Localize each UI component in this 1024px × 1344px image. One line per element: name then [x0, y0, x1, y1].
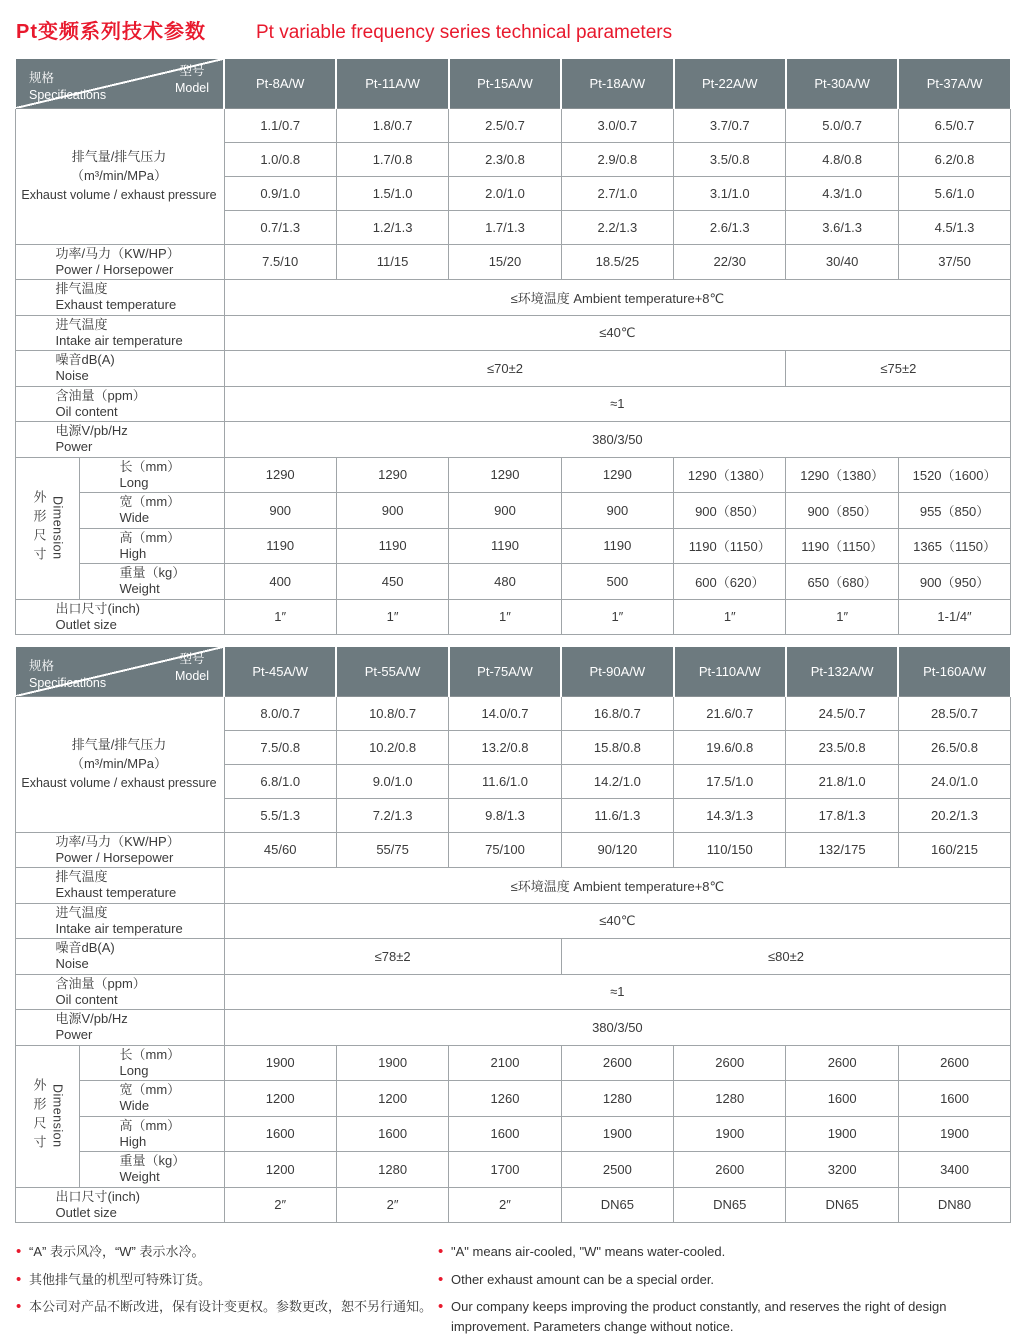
model-column-header: Pt-8A/W: [224, 58, 336, 108]
row-label-en: Power / Horsepower: [55, 849, 174, 865]
value-cell: 1″: [786, 599, 898, 635]
value-cell: 450: [336, 564, 448, 600]
value-cell: 0.9/1.0: [224, 176, 336, 210]
row-label: [15, 974, 224, 1010]
value-cell: 2600: [674, 1045, 786, 1081]
row-label-zh: 宽（mm）: [119, 494, 181, 509]
value-cell: 11.6/1.3: [561, 798, 673, 832]
merged-value-cell: 380/3/50: [224, 1010, 1011, 1046]
dimension-label-zh: 外形尺寸: [31, 1078, 47, 1154]
value-cell: 1.5/1.0: [336, 176, 448, 210]
value-cell: 2″: [224, 1187, 336, 1223]
row-label-zh: 出口尺寸(inch): [55, 1188, 141, 1204]
row-label-en: High: [119, 1133, 147, 1149]
value-cell: 900: [224, 493, 336, 529]
row-label-zh: 排气量/排气压力: [71, 149, 167, 165]
value-cell: 1″: [224, 599, 336, 635]
row-label-en: Power: [55, 1027, 93, 1043]
value-cell: 1.7/0.8: [336, 142, 448, 176]
merged-value-cell: ≈1: [224, 386, 1011, 422]
value-cell: 1190（1150）: [786, 528, 898, 564]
value-cell: 15.8/0.8: [561, 730, 673, 764]
dimension-label-en: Dimension: [50, 1084, 65, 1148]
value-cell: 2.5/0.7: [449, 108, 561, 142]
spec-table: [14, 645, 1012, 1223]
spec-table-2-container: [14, 645, 1010, 1223]
value-cell: 2″: [449, 1187, 561, 1223]
value-cell: 11/15: [336, 244, 448, 280]
value-cell: 13.2/0.8: [449, 730, 561, 764]
corner-header-cell: [15, 58, 224, 108]
model-column-header: Pt-90A/W: [561, 646, 673, 696]
row-label: [15, 903, 224, 939]
value-cell: 1900: [898, 1116, 1010, 1152]
value-cell: 3.6/1.3: [786, 210, 898, 244]
row-label-en: Wide: [119, 510, 150, 526]
value-cell: 1520（1600）: [898, 457, 1010, 493]
value-cell: 2.2/1.3: [561, 210, 673, 244]
row-label-zh: 高（mm）: [119, 529, 181, 545]
note-item: • “A” 表示风冷，“W” 表示水冷。: [16, 1242, 438, 1262]
corner-header-cell: [15, 646, 224, 696]
value-cell: 400: [224, 564, 336, 600]
corner-model-en: Model: [174, 668, 209, 683]
row-label-en: Long: [119, 474, 149, 490]
spec-table-1-container: [14, 57, 1010, 635]
row-label-en: Oil content: [55, 991, 118, 1007]
value-cell: 0.7/1.3: [224, 210, 336, 244]
value-cell: 5.6/1.0: [898, 176, 1010, 210]
model-column-header: Pt-30A/W: [786, 58, 898, 108]
merged-value-cell: 380/3/50: [224, 422, 1011, 458]
model-column-header: Pt-37A/W: [898, 58, 1010, 108]
row-label: [15, 599, 224, 635]
value-cell: 1.2/1.3: [336, 210, 448, 244]
value-cell: 2100: [449, 1045, 561, 1081]
value-cell: 1.0/0.8: [224, 142, 336, 176]
row-label-unit: （m³/min/MPa）: [70, 168, 168, 184]
value-cell: 21.6/0.7: [674, 696, 786, 730]
value-cell: 9.0/1.0: [336, 764, 448, 798]
value-cell: 23.5/0.8: [786, 730, 898, 764]
value-cell: 2.6/1.3: [674, 210, 786, 244]
value-cell: 1190: [561, 528, 673, 564]
row-label-zh: 进气温度: [55, 316, 108, 332]
row-label: [15, 1187, 224, 1223]
model-column-header: Pt-75A/W: [449, 646, 561, 696]
model-column-header: Pt-110A/W: [674, 646, 786, 696]
corner-spec-label: [29, 658, 106, 692]
value-cell: 900（850）: [786, 493, 898, 529]
row-label-zh: 排气量/排气压力: [71, 737, 167, 753]
note-item: • "A" means air-cooled, "W" means water-cooled.: [438, 1242, 998, 1262]
merged-value-cell: ≤75±2: [786, 351, 1011, 387]
value-cell: 1600: [336, 1116, 448, 1152]
row-label: [15, 422, 224, 458]
row-label-en: Intake air temperature: [55, 332, 183, 348]
merged-value-cell: ≤70±2: [224, 351, 786, 387]
row-label-zh: 排气温度: [55, 281, 108, 296]
row-label-zh: 功率/马力（KW/HP）: [55, 245, 180, 261]
value-cell: 900（950）: [898, 564, 1010, 600]
value-cell: 1290（1380）: [674, 457, 786, 493]
model-column-header: Pt-22A/W: [674, 58, 786, 108]
row-label: [79, 1152, 224, 1188]
row-label-en: Noise: [55, 956, 89, 972]
value-cell: 5.0/0.7: [786, 108, 898, 142]
value-cell: 132/175: [786, 832, 898, 868]
row-label: [15, 280, 224, 316]
value-cell: 10.8/0.7: [336, 696, 448, 730]
value-cell: 1280: [674, 1081, 786, 1117]
value-cell: 3400: [898, 1152, 1010, 1188]
row-label-en: Long: [119, 1062, 149, 1078]
value-cell: 9.8/1.3: [449, 798, 561, 832]
value-cell: 90/120: [561, 832, 673, 868]
model-column-header: Pt-18A/W: [561, 58, 673, 108]
value-cell: 14.2/1.0: [561, 764, 673, 798]
value-cell: 4.5/1.3: [898, 210, 1010, 244]
note-item: • Our company keeps improving the product constantly, and reserves the right of design improvement. Parameters change without notice.: [438, 1297, 998, 1336]
value-cell: 110/150: [674, 832, 786, 868]
value-cell: 900: [449, 493, 561, 529]
value-cell: 650（680）: [786, 564, 898, 600]
value-cell: 1190: [336, 528, 448, 564]
dimension-side-label: [15, 1045, 79, 1187]
value-cell: 19.6/0.8: [674, 730, 786, 764]
merged-value-cell: ≤80±2: [561, 939, 1011, 975]
corner-model-label: [175, 651, 209, 685]
merged-value-cell: ≤环境温度 Ambient temperature+8℃: [224, 868, 1011, 904]
value-cell: 1190（1150）: [674, 528, 786, 564]
value-cell: 2600: [786, 1045, 898, 1081]
value-cell: 1200: [224, 1152, 336, 1188]
row-label-zh: 宽（mm）: [119, 1082, 181, 1097]
value-cell: 1260: [449, 1081, 561, 1117]
value-cell: 1290: [336, 457, 448, 493]
value-cell: 1-1/4″: [898, 599, 1010, 635]
value-cell: 1600: [898, 1081, 1010, 1117]
value-cell: 75/100: [449, 832, 561, 868]
page-title: [16, 15, 1010, 44]
value-cell: 3.0/0.7: [561, 108, 673, 142]
row-label-zh: 含油量（ppm）: [55, 387, 146, 403]
row-label-zh: 出口尺寸(inch): [55, 600, 141, 616]
value-cell: DN65: [674, 1187, 786, 1223]
row-label-zh: 电源V/pb/Hz: [55, 423, 128, 438]
value-cell: 2600: [561, 1045, 673, 1081]
row-label-unit: （m³/min/MPa）: [70, 756, 168, 772]
value-cell: 900（850）: [674, 493, 786, 529]
row-label-zh: 噪音dB(A): [55, 352, 115, 367]
merged-value-cell: ≤40℃: [224, 903, 1011, 939]
row-label-zh: 噪音dB(A): [55, 940, 115, 955]
value-cell: 1290（1380）: [786, 457, 898, 493]
value-cell: 2.0/1.0: [449, 176, 561, 210]
value-cell: 955（850）: [898, 493, 1010, 529]
value-cell: 1.1/0.7: [224, 108, 336, 142]
row-label: [15, 315, 224, 351]
value-cell: 3.7/0.7: [674, 108, 786, 142]
value-cell: 1″: [336, 599, 448, 635]
note-item: • Other exhaust amount can be a special order.: [438, 1270, 998, 1290]
row-label-en: Oil content: [55, 403, 118, 419]
value-cell: 11.6/1.0: [449, 764, 561, 798]
row-label-en: Noise: [55, 368, 89, 384]
value-cell: 900: [336, 493, 448, 529]
row-label-en: Outlet size: [55, 1204, 117, 1220]
value-cell: 4.3/1.0: [786, 176, 898, 210]
value-cell: 1290: [224, 457, 336, 493]
value-cell: 1900: [224, 1045, 336, 1081]
value-cell: 24.5/0.7: [786, 696, 898, 730]
value-cell: 22/30: [674, 244, 786, 280]
row-label-en: High: [119, 545, 147, 561]
value-cell: 6.2/0.8: [898, 142, 1010, 176]
merged-value-cell: ≈1: [224, 974, 1011, 1010]
value-cell: 1.8/0.7: [336, 108, 448, 142]
row-label: [79, 457, 224, 493]
merged-value-cell: ≤40℃: [224, 315, 1011, 351]
row-label: [15, 868, 224, 904]
merged-value-cell: ≤环境温度 Ambient temperature+8℃: [224, 280, 1011, 316]
row-label-en: Wide: [119, 1098, 150, 1114]
value-cell: 14.0/0.7: [449, 696, 561, 730]
value-cell: 1200: [224, 1081, 336, 1117]
value-cell: 600（620）: [674, 564, 786, 600]
corner-spec-label: [29, 70, 106, 104]
corner-spec-en: Specifications: [29, 675, 107, 690]
value-cell: 1280: [561, 1081, 673, 1117]
value-cell: 1200: [336, 1081, 448, 1117]
row-label: [15, 244, 224, 280]
value-cell: 45/60: [224, 832, 336, 868]
model-column-header: Pt-45A/W: [224, 646, 336, 696]
value-cell: 14.3/1.3: [674, 798, 786, 832]
value-cell: 7.5/10: [224, 244, 336, 280]
title-english: Pt variable frequency series technical parameters: [256, 22, 673, 43]
value-cell: 160/215: [898, 832, 1010, 868]
model-column-header: Pt-11A/W: [336, 58, 448, 108]
corner-spec-zh: 规格: [29, 658, 55, 673]
title-chinese: Pt变频系列技术参数: [16, 21, 206, 43]
corner-spec-zh: 规格: [29, 70, 55, 85]
value-cell: 6.5/0.7: [898, 108, 1010, 142]
dimension-label-zh: 外形尺寸: [31, 490, 47, 566]
value-cell: 480: [449, 564, 561, 600]
value-cell: 2.9/0.8: [561, 142, 673, 176]
value-cell: 10.2/0.8: [336, 730, 448, 764]
value-cell: 1″: [674, 599, 786, 635]
row-label-en: Power / Horsepower: [55, 261, 174, 277]
value-cell: 8.0/0.7: [224, 696, 336, 730]
value-cell: 1900: [561, 1116, 673, 1152]
value-cell: 2.7/1.0: [561, 176, 673, 210]
value-cell: 500: [561, 564, 673, 600]
row-label: [79, 564, 224, 600]
row-label-zh: 电源V/pb/Hz: [55, 1011, 128, 1026]
value-cell: 1.7/1.3: [449, 210, 561, 244]
value-cell: 30/40: [786, 244, 898, 280]
value-cell: 26.5/0.8: [898, 730, 1010, 764]
row-label-zh: 长（mm）: [119, 1046, 181, 1062]
value-cell: 3.5/0.8: [674, 142, 786, 176]
row-label-en: Outlet size: [55, 616, 117, 632]
value-cell: 18.5/25: [561, 244, 673, 280]
row-label: [15, 386, 224, 422]
value-cell: DN65: [786, 1187, 898, 1223]
value-cell: 1365（1150）: [898, 528, 1010, 564]
value-cell: 28.5/0.7: [898, 696, 1010, 730]
value-cell: 1600: [224, 1116, 336, 1152]
row-label-zh: 排气温度: [55, 869, 108, 884]
row-label-zh: 功率/马力（KW/HP）: [55, 833, 180, 849]
value-cell: 2″: [336, 1187, 448, 1223]
value-cell: 37/50: [898, 244, 1010, 280]
row-label-zh: 高（mm）: [119, 1117, 181, 1133]
row-label: [79, 528, 224, 564]
value-cell: 1290: [449, 457, 561, 493]
corner-model-label: [175, 63, 209, 97]
row-label-zh: 进气温度: [55, 904, 108, 920]
model-column-header: Pt-15A/W: [449, 58, 561, 108]
model-column-header: Pt-160A/W: [898, 646, 1010, 696]
value-cell: 1290: [561, 457, 673, 493]
row-label-en: Exhaust temperature: [55, 297, 177, 313]
corner-model-zh: 型号: [179, 64, 205, 78]
value-cell: 1900: [674, 1116, 786, 1152]
value-cell: 1600: [449, 1116, 561, 1152]
row-label-en: Exhaust volume / exhaust pressure: [21, 188, 217, 203]
value-cell: 17.5/1.0: [674, 764, 786, 798]
value-cell: 1190: [449, 528, 561, 564]
dimension-label-en: Dimension: [50, 496, 65, 560]
value-cell: 7.5/0.8: [224, 730, 336, 764]
row-label: [79, 1045, 224, 1081]
value-cell: 1600: [786, 1081, 898, 1117]
value-cell: 24.0/1.0: [898, 764, 1010, 798]
row-label: [15, 108, 224, 244]
value-cell: 16.8/0.7: [561, 696, 673, 730]
value-cell: 15/20: [449, 244, 561, 280]
value-cell: 6.8/1.0: [224, 764, 336, 798]
value-cell: 3.1/1.0: [674, 176, 786, 210]
row-label-zh: 重量（kg）: [119, 1153, 186, 1168]
spec-table: [14, 57, 1012, 635]
value-cell: 1900: [336, 1045, 448, 1081]
value-cell: 1″: [561, 599, 673, 635]
row-label-en: Intake air temperature: [55, 920, 183, 936]
model-column-header: Pt-132A/W: [786, 646, 898, 696]
value-cell: 17.8/1.3: [786, 798, 898, 832]
row-label: [15, 832, 224, 868]
footnotes-chinese: [16, 1242, 438, 1344]
value-cell: DN65: [561, 1187, 673, 1223]
value-cell: 900: [561, 493, 673, 529]
note-item: • 其他排气量的机型可特殊订货。: [16, 1270, 438, 1290]
row-label-zh: 长（mm）: [119, 458, 181, 474]
value-cell: 20.2/1.3: [898, 798, 1010, 832]
row-label: [79, 493, 224, 529]
row-label: [15, 696, 224, 832]
value-cell: 5.5/1.3: [224, 798, 336, 832]
value-cell: 2.3/0.8: [449, 142, 561, 176]
row-label-zh: 重量（kg）: [119, 565, 186, 580]
row-label: [15, 351, 224, 387]
model-column-header: Pt-55A/W: [336, 646, 448, 696]
row-label: [79, 1081, 224, 1117]
value-cell: DN80: [898, 1187, 1010, 1223]
row-label-en: Exhaust volume / exhaust pressure: [21, 776, 217, 791]
value-cell: 1700: [449, 1152, 561, 1188]
value-cell: 7.2/1.3: [336, 798, 448, 832]
value-cell: 2600: [898, 1045, 1010, 1081]
merged-value-cell: ≤78±2: [224, 939, 561, 975]
row-label-en: Power: [55, 439, 93, 455]
note-item: • 本公司对产品不断改进，保有设计变更权。参数更改，恕不另行通知。: [16, 1297, 438, 1317]
footnotes-english: [438, 1242, 998, 1344]
row-label: [15, 1010, 224, 1046]
value-cell: 21.8/1.0: [786, 764, 898, 798]
row-label-en: Weight: [119, 581, 160, 597]
value-cell: 2600: [674, 1152, 786, 1188]
row-label: [15, 939, 224, 975]
dimension-side-label: [15, 457, 79, 599]
value-cell: 1280: [336, 1152, 448, 1188]
value-cell: 2500: [561, 1152, 673, 1188]
value-cell: 3200: [786, 1152, 898, 1188]
corner-model-zh: 型号: [179, 652, 205, 666]
row-label: [79, 1116, 224, 1152]
value-cell: 1900: [786, 1116, 898, 1152]
corner-model-en: Model: [174, 80, 209, 95]
value-cell: 4.8/0.8: [786, 142, 898, 176]
row-label-en: Weight: [119, 1169, 160, 1185]
value-cell: 55/75: [336, 832, 448, 868]
row-label-en: Exhaust temperature: [55, 885, 177, 901]
row-label-zh: 含油量（ppm）: [55, 975, 146, 991]
value-cell: 1″: [449, 599, 561, 635]
value-cell: 1190: [224, 528, 336, 564]
corner-spec-en: Specifications: [29, 87, 107, 102]
footnotes: [16, 1242, 1010, 1344]
